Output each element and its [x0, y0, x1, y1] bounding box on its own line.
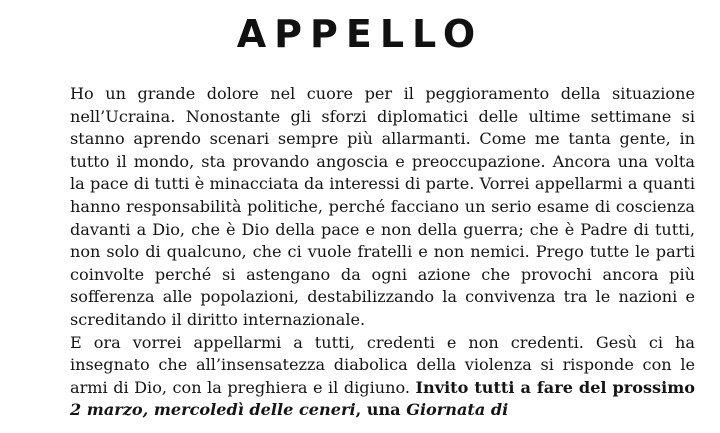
paragraph-2-bold-invite: Invito tutti a fare del prossimo [415, 377, 695, 397]
document-body [70, 83, 695, 422]
paragraph-2-text: E ora vorrei appellarmi a tutti, credenti e non credenti. Gesù ci ha insegnato che all’insensatezza diabolica della violenza si risponde con le armi di Dio, con la preghiera e il digiuno. [70, 332, 695, 397]
paragraph-2-day-label: Giornata di [406, 400, 509, 420]
paragraph-1: Ho un grande dolore nel cuore per il peggioramento della situazione nell’Ucraina. Nonostante gli sforzi diplomatici delle ultime settimane si stanno aprendo scenari sempre più allarmanti. Come me tanta gente, in tutto il mondo, sta provando angoscia e preoccupazione. Ancora una volta la pace di tutti è minacciata da interessi di parte. Vorrei appellarmi a quanti hanno responsabilità politiche, perché facciano un serio esame di coscienza davanti a Dio, che è Dio della pace e non della guerra; che è Padre di tutti, non solo di qualcuno, che ci vuole fratelli e non nemici. Prego tutte le parti coinvolte perché si astengano da ogni azione che provochi ancora più sofferenza alle popolazioni, destabilizzando la convivenza tra le nazioni e screditando il diritto internazionale. [70, 84, 695, 329]
paragraph-2 [70, 332, 695, 422]
paragraph-2-date: 2 marzo, mercoledì delle ceneri [70, 400, 356, 420]
document-title: APPELLO [236, 12, 484, 56]
paragraph-2-bold-connector: , una [355, 400, 407, 420]
